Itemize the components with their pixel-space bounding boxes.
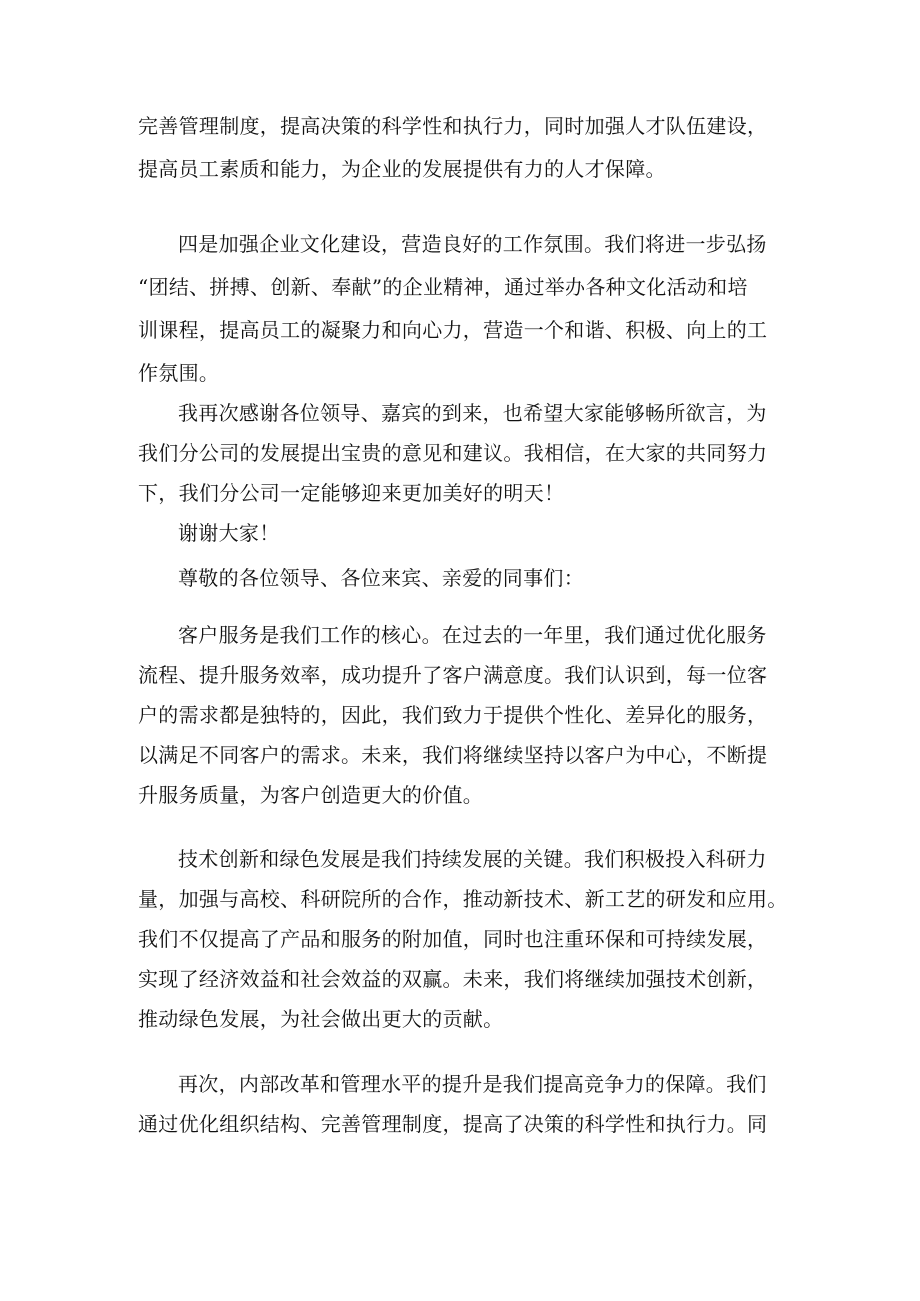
text-line: 下，我们分公司一定能够迎来更加美好的明天！ xyxy=(138,481,565,505)
text-line: 训课程，提高员工的凝聚力和向心力，营造一个和谐、积极、向上的工 xyxy=(138,318,768,342)
text-line: 谢谢大家！ xyxy=(178,521,280,545)
text-line: 升服务质量，为客户创造更大的价值。 xyxy=(138,783,484,807)
text-line: 客户服务是我们工作的核心。在过去的一年里，我们通过优化服务 xyxy=(178,623,767,647)
text-line: 我们分公司的发展提出宝贵的意见和建议。我相信，在大家的共同努力 xyxy=(138,441,768,465)
text-line: 完善管理制度，提高决策的科学性和执行力，同时加强人才队伍建设， xyxy=(138,114,768,138)
text-line: 尊敬的各位领导、各位来宾、亲爱的同事们： xyxy=(178,566,584,590)
text-line: 通过优化组织结构、完善管理制度，提高了决策的科学性和执行力。同 xyxy=(138,1112,768,1136)
text-line: 推动绿色发展，为社会做出更大的贡献。 xyxy=(138,1007,504,1031)
text-line: 户的需求都是独特的，因此，我们致力于提供个性化、差异化的服务， xyxy=(138,703,768,727)
text-line: 再次，内部改革和管理水平的提升是我们提高竞争力的保障。我们 xyxy=(178,1072,767,1096)
text-line: 四是加强企业文化建设，营造良好的工作氛围。我们将进一步弘扬 xyxy=(178,232,767,256)
text-line: 实现了经济效益和社会效益的双赢。未来，我们将继续加强技术创新， xyxy=(138,967,768,991)
text-line: 我再次感谢各位领导、嘉宾的到来，也希望大家能够畅所欲言，为 xyxy=(178,401,767,425)
text-line: “团结、拼搏、创新、奉献”的企业精神，通过举办各种文化活动和培 xyxy=(138,275,748,299)
text-line: 提高员工素质和能力，为企业的发展提供有力的人才保障。 xyxy=(138,157,666,181)
text-line: 作氛围。 xyxy=(138,361,220,385)
text-line: 我们不仅提高了产品和服务的附加值，同时也注重环保和可持续发展， xyxy=(138,927,768,951)
text-line: 量，加强与高校、科研院所的合作，推动新技术、新工艺的研发和应用。 xyxy=(138,887,788,911)
text-line: 技术创新和绿色发展是我们持续发展的关键。我们积极投入科研力 xyxy=(178,847,767,871)
text-line: 流程、提升服务效率，成功提升了客户满意度。我们认识到，每一位客 xyxy=(138,663,768,687)
text-line: 以满足不同客户的需求。未来，我们将继续坚持以客户为中心，不断提 xyxy=(138,743,768,767)
